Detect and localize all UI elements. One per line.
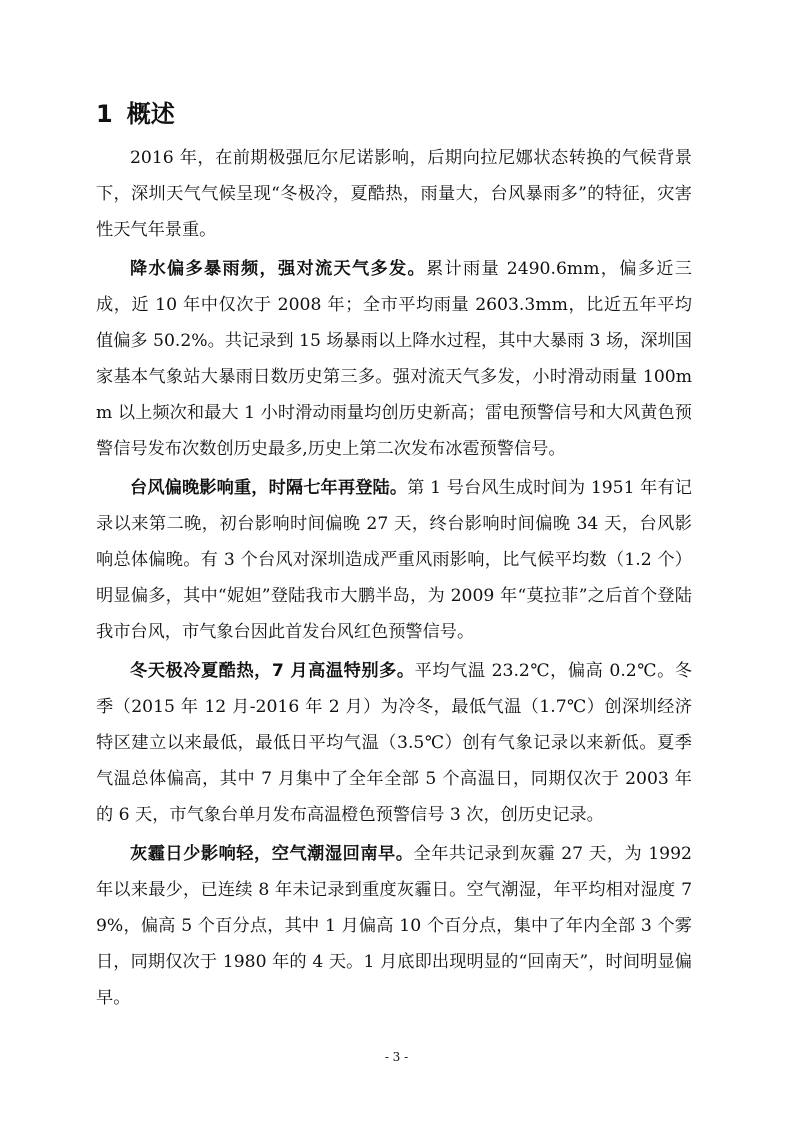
- paragraph-text: 平均气温 23.2℃，偏高 0.2℃。冬季（2015 年 12 月-2016 年 2 月）为冷冬，最低气温（1.7℃）创深圳经济特区建立以来最低，最低日平均气温（3.5℃）创有气象记录以来新低。夏季气温总体偏高，其中 7 月集中了全年全部 5 个高温日，同期仅次于 2003 年的 6 天，市气象台单月发布高温橙色预警信号 3 次，创历史记录。: [96, 661, 692, 825]
- paragraph-temperature: [96, 653, 692, 833]
- paragraph-text: 第 1 号台风生成时间为 1951 年有记录以来第二晚，初台影响时间偏晚 27 天，终台影响时间偏晚 34 天，台风影响总体偏晚。有 3 个台风对深圳造成严重风雨影响，比气候平均数（1.2 个）明显偏多，其中“妮妲”登陆我市大鹏半岛，为 2009 年“莫拉菲”之后首个登陆我市台风，市气象台因此首发台风红色预警信号。: [96, 478, 692, 642]
- paragraph-typhoon: [96, 470, 692, 650]
- paragraph-precipitation: [96, 251, 692, 467]
- paragraph-text: 2016 年，在前期极强厄尔尼诺影响，后期向拉尼娜状态转换的气候背景下，深圳天气气候呈现“冬极冷，夏酷热，雨量大，台风暴雨多”的特征，灾害性天气年景重。: [96, 148, 692, 240]
- section-title: 概述: [126, 100, 175, 128]
- paragraph-intro: [96, 140, 692, 248]
- paragraph-text: 累计雨量 2490.6mm，偏多近三成，近 10 年中仅次于 2008 年；全市平均雨量 2603.3mm，比近五年平均值偏多 50.2%。共记录到 15 场暴雨以上降水过程，其中大暴雨 3 场，深圳国家基本气象站大暴雨日数历史第三多。强对流天气多发，小时滑动雨量 100mm 以上频次和最大 1 小时滑动雨量均创历史新高；雷电预警信号和大风黄色预警信号发布次数创历史最多,历史上第二次发布冰雹预警信号。: [96, 259, 692, 459]
- paragraph-lead: 冬天极冷夏酷热，7 月高温特别多。: [130, 661, 415, 681]
- paragraph-lead: 降水偏多暴雨频，强对流天气多发。: [130, 259, 426, 279]
- section-heading: [96, 96, 175, 132]
- section-number: 1: [96, 100, 113, 128]
- paragraph-haze-humidity: [96, 836, 692, 1016]
- document-body: [96, 140, 692, 1019]
- paragraph-text: 全年共记录到灰霾 27 天，为 1992 年以来最少，已连续 8 年未记录到重度灰霾日。空气潮湿，年平均相对湿度 79%，偏高 5 个百分点，其中 1 月偏高 10 个百分点，集中了年内全部 3 个雾日，同期仅次于 1980 年的 4 天。1 月底即出现明显的“回南天”，时间明显偏早。: [96, 844, 692, 1008]
- paragraph-lead: 灰霾日少影响轻，空气潮湿回南早。: [130, 844, 414, 864]
- page-number: - 3 -: [384, 1050, 409, 1064]
- paragraph-lead: 台风偏晚影响重，时隔七年再登陆。: [130, 478, 408, 498]
